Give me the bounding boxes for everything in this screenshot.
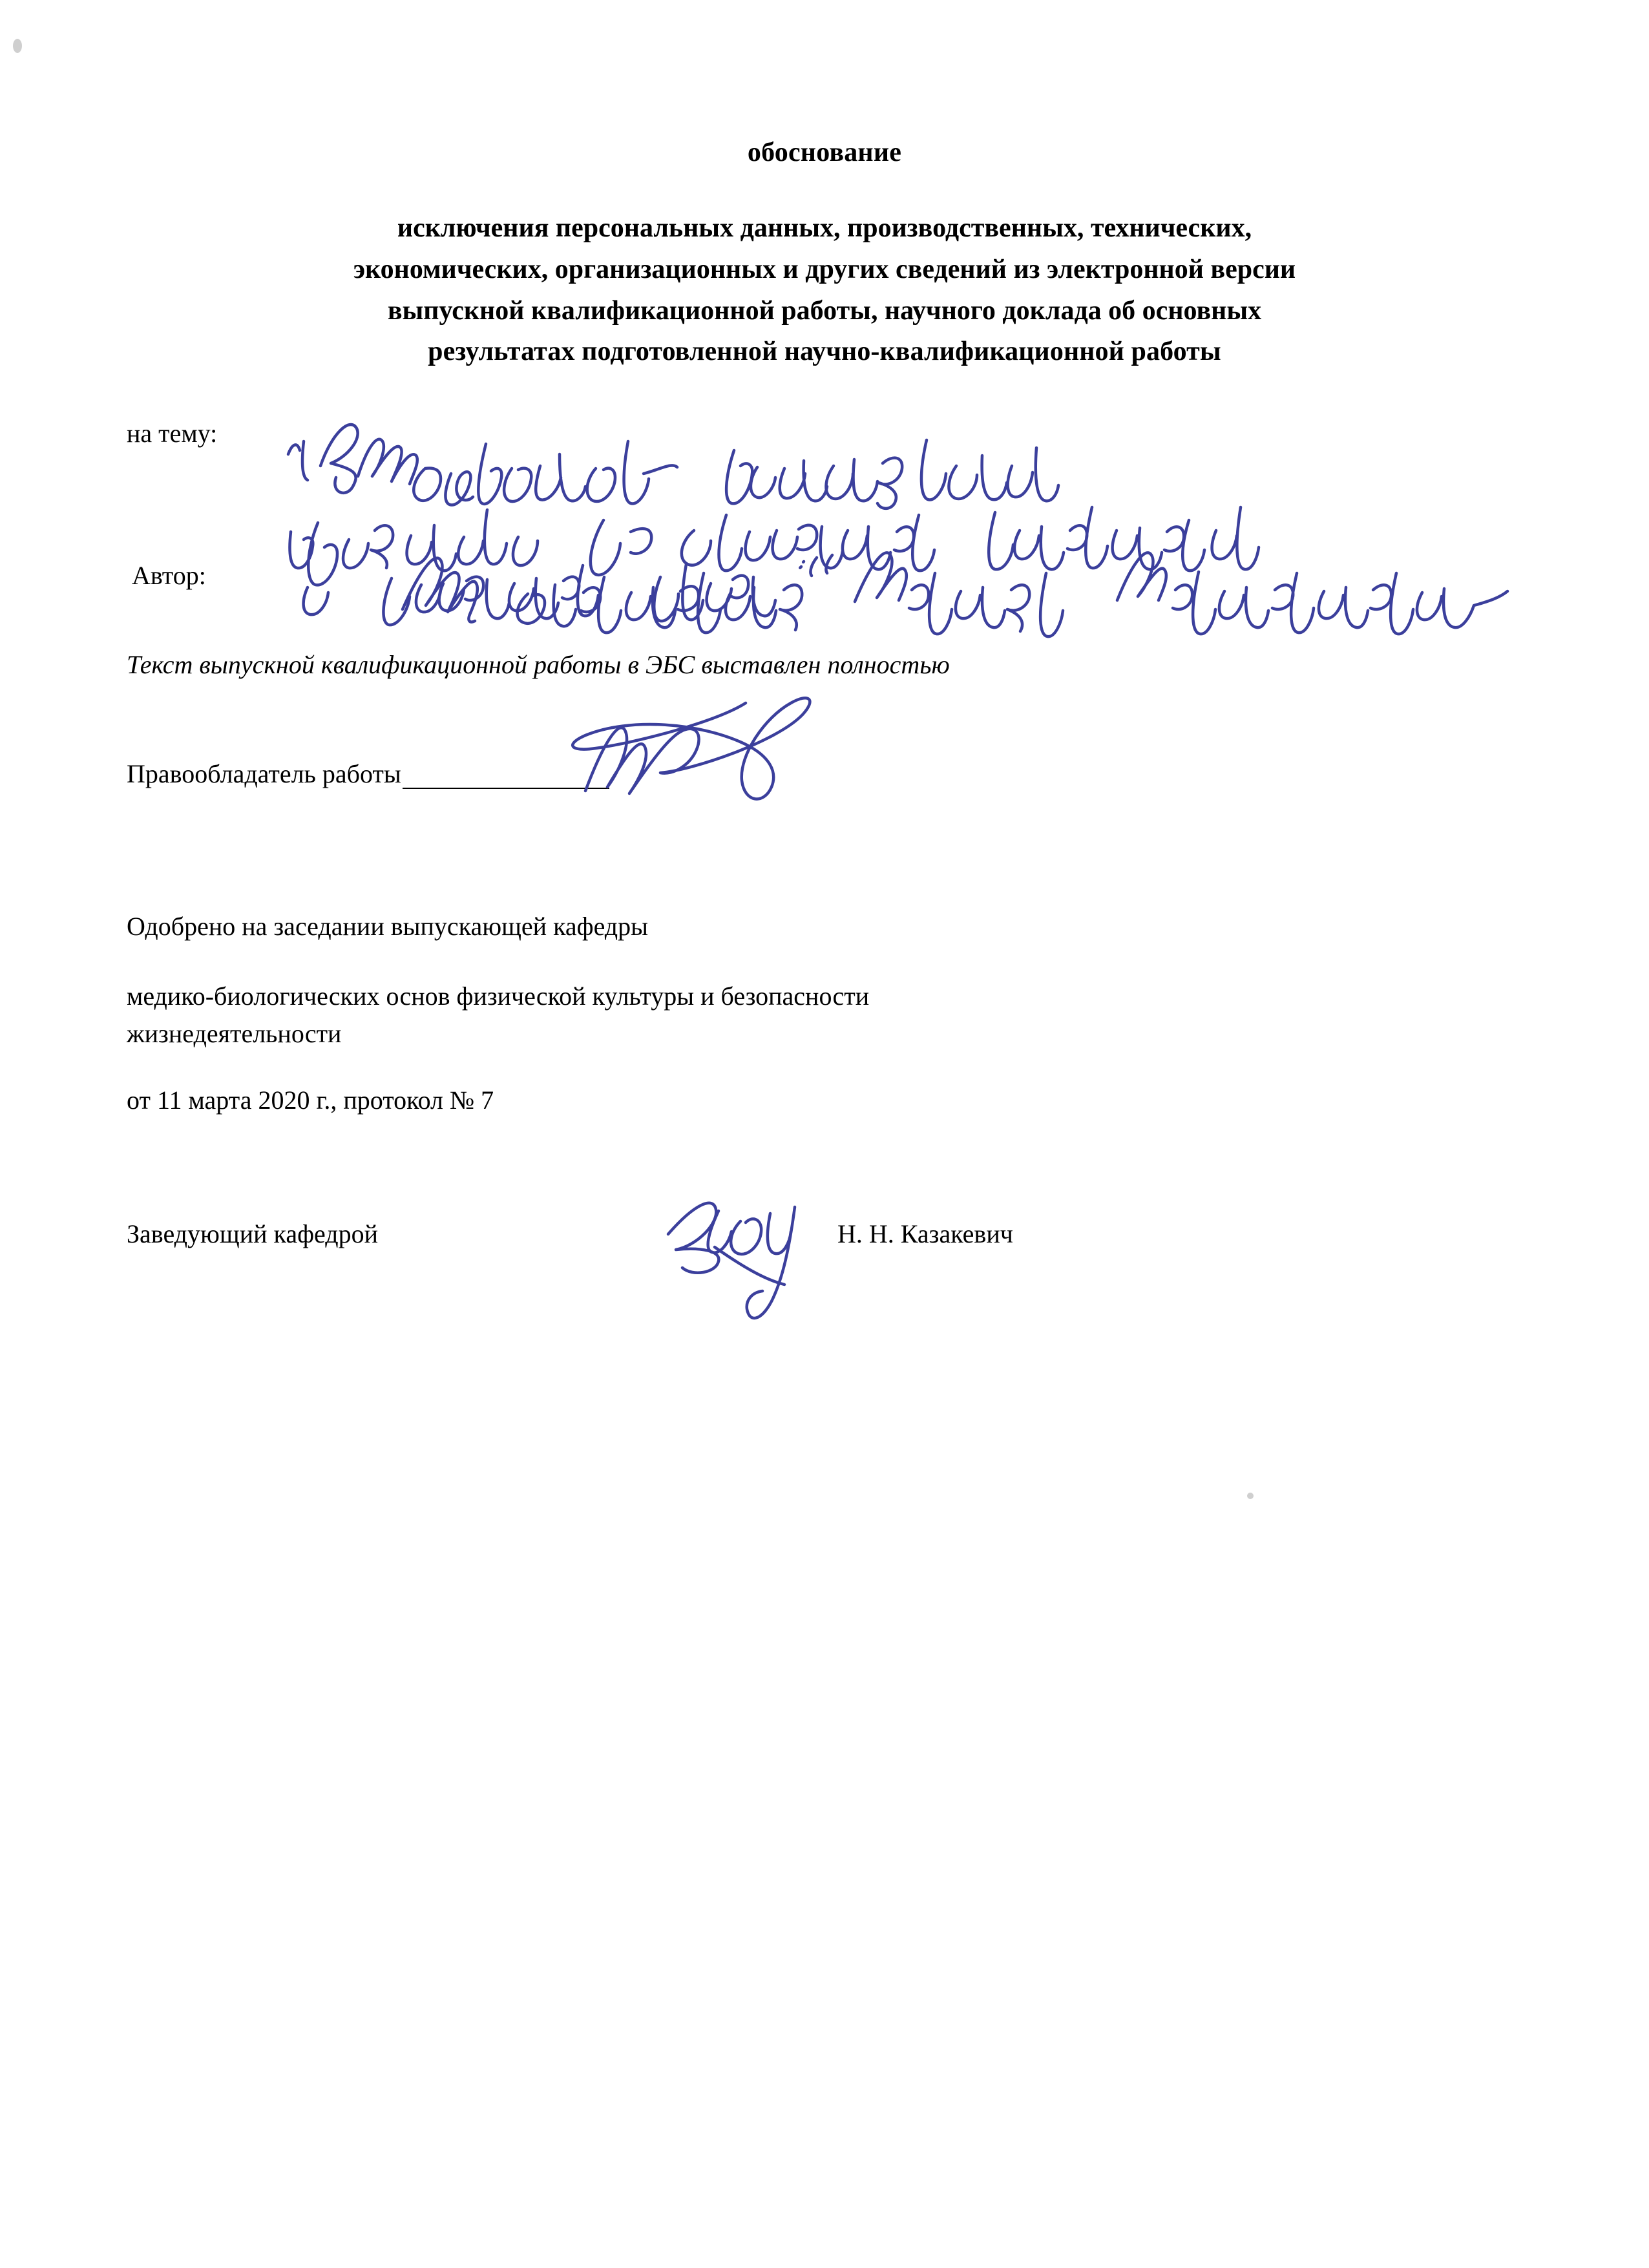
head-signature — [656, 1188, 850, 1330]
owner-label: Правообладатель работы — [127, 759, 401, 789]
owner-block — [127, 759, 1522, 856]
protocol-line: от 11 марта 2020 г., протокол № 7 — [127, 1086, 494, 1115]
document-body — [127, 0, 1522, 2268]
document-subtitle — [127, 208, 1522, 373]
head-of-department-block — [127, 1201, 1522, 1317]
subtitle-line-1: исключения персональных данных, производственных, технических, — [397, 213, 1252, 243]
head-of-department-name: Н. Н. Казакевич — [837, 1219, 1013, 1249]
approval-line: Одобрено на заседании выпускающей кафедры — [127, 912, 649, 941]
owner-signature-line — [403, 763, 609, 789]
subtitle-line-2: экономических, организационных и других сведений из электронной версии — [353, 254, 1296, 284]
department-name — [127, 978, 1464, 1053]
subtitle-line-3: выпускной квалификационной работы, научного доклада об основных — [387, 295, 1262, 326]
head-of-department-label: Заведующий кафедрой — [127, 1219, 379, 1249]
page-title: обоснование — [747, 138, 902, 167]
paper-speck-top-left — [13, 39, 22, 53]
owner-signature — [572, 707, 986, 856]
department-line-2: жизнедеятельности — [127, 1019, 342, 1049]
topic-and-author-block — [127, 404, 1522, 617]
department-line-1: медико-биологических основ физической культуры и безопасности — [127, 982, 870, 1011]
author-label: Автор: — [132, 561, 206, 591]
author-handwritten-text — [395, 547, 1532, 638]
text-availability-note: Текст выпускной квалификационной работы в ЭБС выставлен полностью — [127, 650, 950, 680]
topic-handwritten-text — [282, 404, 1503, 598]
subtitle-line-4: результатах подготовленной научно-квалификационной работы — [428, 337, 1221, 367]
topic-label: на тему: — [127, 419, 218, 448]
